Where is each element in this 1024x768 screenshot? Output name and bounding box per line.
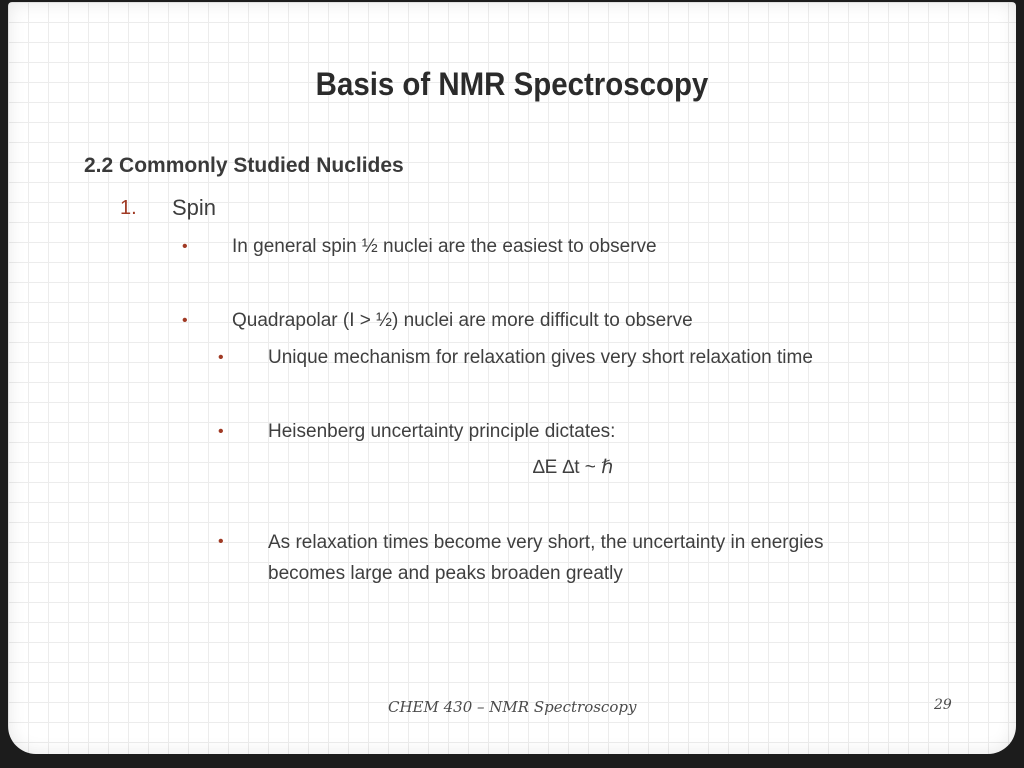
section-heading: 2.2 Commonly Studied Nuclides (84, 154, 404, 177)
slide-canvas (8, 2, 1016, 754)
slide-title: Basis of NMR Spectroscopy (315, 66, 709, 102)
sub-bullet-text: Unique mechanism for relaxation gives very short relaxation time (268, 347, 813, 368)
bullet-icon: • (218, 349, 224, 366)
list-item-label: Spin (172, 195, 217, 220)
bullet-icon: • (218, 423, 224, 440)
bullet-text: In general spin ½ nuclei are the easiest to observe (232, 236, 657, 257)
slide-footer: CHEM 430 – NMR Spectroscopy (388, 698, 637, 716)
sub-bullet-text: Heisenberg uncertainty principle dictates: (268, 421, 616, 442)
bullet-icon: • (218, 533, 224, 550)
list-number: 1. (120, 197, 137, 219)
uncertainty-equation: ∆E ∆t ~ ℏ (533, 457, 614, 478)
bullet-text: Quadrapolar (I > ½) nuclei are more difficult to observe (232, 310, 693, 331)
sub-bullet-text: As relaxation times become very short, the uncertainty in energies becomes large and peaks broaden greatly (268, 532, 824, 584)
bullet-icon: • (182, 312, 188, 329)
page-number: 29 (934, 697, 952, 713)
bullet-icon: • (182, 238, 188, 255)
